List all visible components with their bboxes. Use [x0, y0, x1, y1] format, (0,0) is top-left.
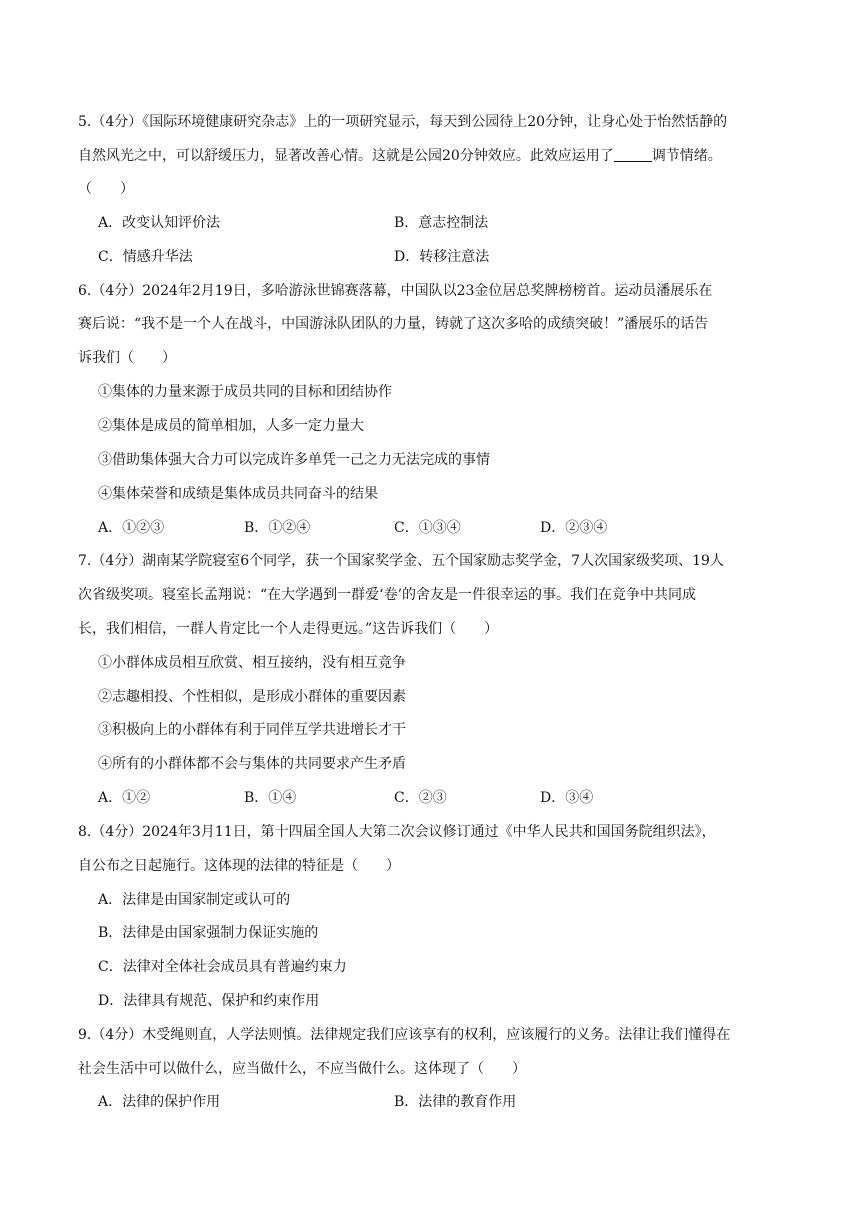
question-stem-line: 7.（4分）湖南某学院寝室6个同学，获一个国家奖学金、五个国家励志奖学金，7人次国家级奖项、19人: [78, 553, 724, 569]
option-d[interactable]: D．②③④: [540, 520, 608, 536]
statement-1: ①小群体成员相互欣赏、相互接纳，没有相互竞争: [98, 655, 406, 671]
option-d[interactable]: D．法律具有规范、保护和约束作用: [98, 993, 320, 1009]
option-c[interactable]: C．法律对全体社会成员具有普遍约束力: [98, 959, 347, 975]
option-b[interactable]: B．①④: [244, 790, 297, 806]
answer-blank: [614, 147, 652, 162]
option-a[interactable]: A．①②: [98, 790, 151, 806]
question-stem-line: 赛后说：“我不是一个人在战斗，中国游泳队团队的力量，铸就了这次多哈的成绩突破！”潘展乐的话告: [78, 316, 709, 332]
statement-4: ④集体荣誉和成绩是集体成员共同奋斗的结果: [98, 486, 378, 502]
option-a[interactable]: A．①②③: [98, 520, 165, 536]
statement-3: ③借助集体强大合力可以完成许多单凭一己之力无法完成的事情: [98, 452, 490, 468]
statement-3: ③积极向上的小群体有利于同伴互学共进增长才干: [98, 722, 406, 738]
question-stem-line: 自然风光之中，可以舒缓压力，显著改善心情。这就是公园20分钟效应。此效应运用了 调节情绪。: [78, 148, 722, 164]
option-c[interactable]: C．①③④: [394, 520, 461, 536]
question-stem-line: 9.（4分）木受绳则直，人学法则慎。法律规定我们应该享有的权利，应该履行的义务。法律让我们懂得在: [78, 1027, 731, 1043]
option-a[interactable]: A．法律的保护作用: [98, 1094, 221, 1110]
option-b[interactable]: B．①②④: [244, 520, 311, 536]
question-stem-line: 长，我们相信，一群人肯定比一个人走得更远。”这告诉我们（ ）: [78, 621, 499, 637]
question-stem-line: 6.（4分）2024年2月19日，多哈游泳世锦赛落幕，中国队以23金位居总奖牌榜榜首。运动员潘展乐在: [78, 283, 713, 299]
question-stem-line: 8.（4分）2024年3月11日，第十四届全国人大第二次会议修订通过《中华人民共和国国务院组织法》，: [78, 824, 716, 840]
option-c[interactable]: C．情感升华法: [98, 249, 193, 265]
question-stem-line: 社会生活中可以做什么，应当做什么，不应当做什么。这体现了（ ）: [78, 1061, 526, 1077]
option-a[interactable]: A．改变认知评价法: [98, 215, 221, 231]
question-stem-line: 诉我们（ ）: [78, 350, 176, 366]
statement-2: ②集体是成员的简单相加，人多一定力量大: [98, 418, 364, 434]
option-b[interactable]: B．法律是由国家强制力保证实施的: [98, 925, 319, 941]
answer-parentheses: （ ）: [78, 181, 134, 197]
option-d[interactable]: D．③④: [540, 790, 594, 806]
option-b[interactable]: B．意志控制法: [394, 215, 489, 231]
statement-2: ②志趣相投、个性相似，是形成小群体的重要因素: [98, 689, 406, 705]
statement-4: ④所有的小群体都不会与集体的共同要求产生矛盾: [98, 756, 406, 772]
option-b[interactable]: B．法律的教育作用: [394, 1094, 517, 1110]
option-c[interactable]: C．②③: [394, 790, 447, 806]
option-d[interactable]: D．转移注意法: [394, 249, 490, 265]
option-a[interactable]: A．法律是由国家制定或认可的: [98, 892, 291, 908]
statement-1: ①集体的力量来源于成员共同的目标和团结协作: [98, 384, 392, 400]
question-stem-line: 次省级奖项。寝室长孟翔说：“在大学遇到一群爱‘卷’的舍友是一件很幸运的事。我们在竞争中共同成: [78, 587, 697, 603]
question-stem-line: 自公布之日起施行。这体现的法律的特征是（ ）: [78, 858, 400, 874]
question-stem-line: 5.（4分）《国际环境健康研究杂志》上的一项研究显示，每天到公园待上20分钟，让身心处于怡然恬静的: [78, 114, 728, 130]
